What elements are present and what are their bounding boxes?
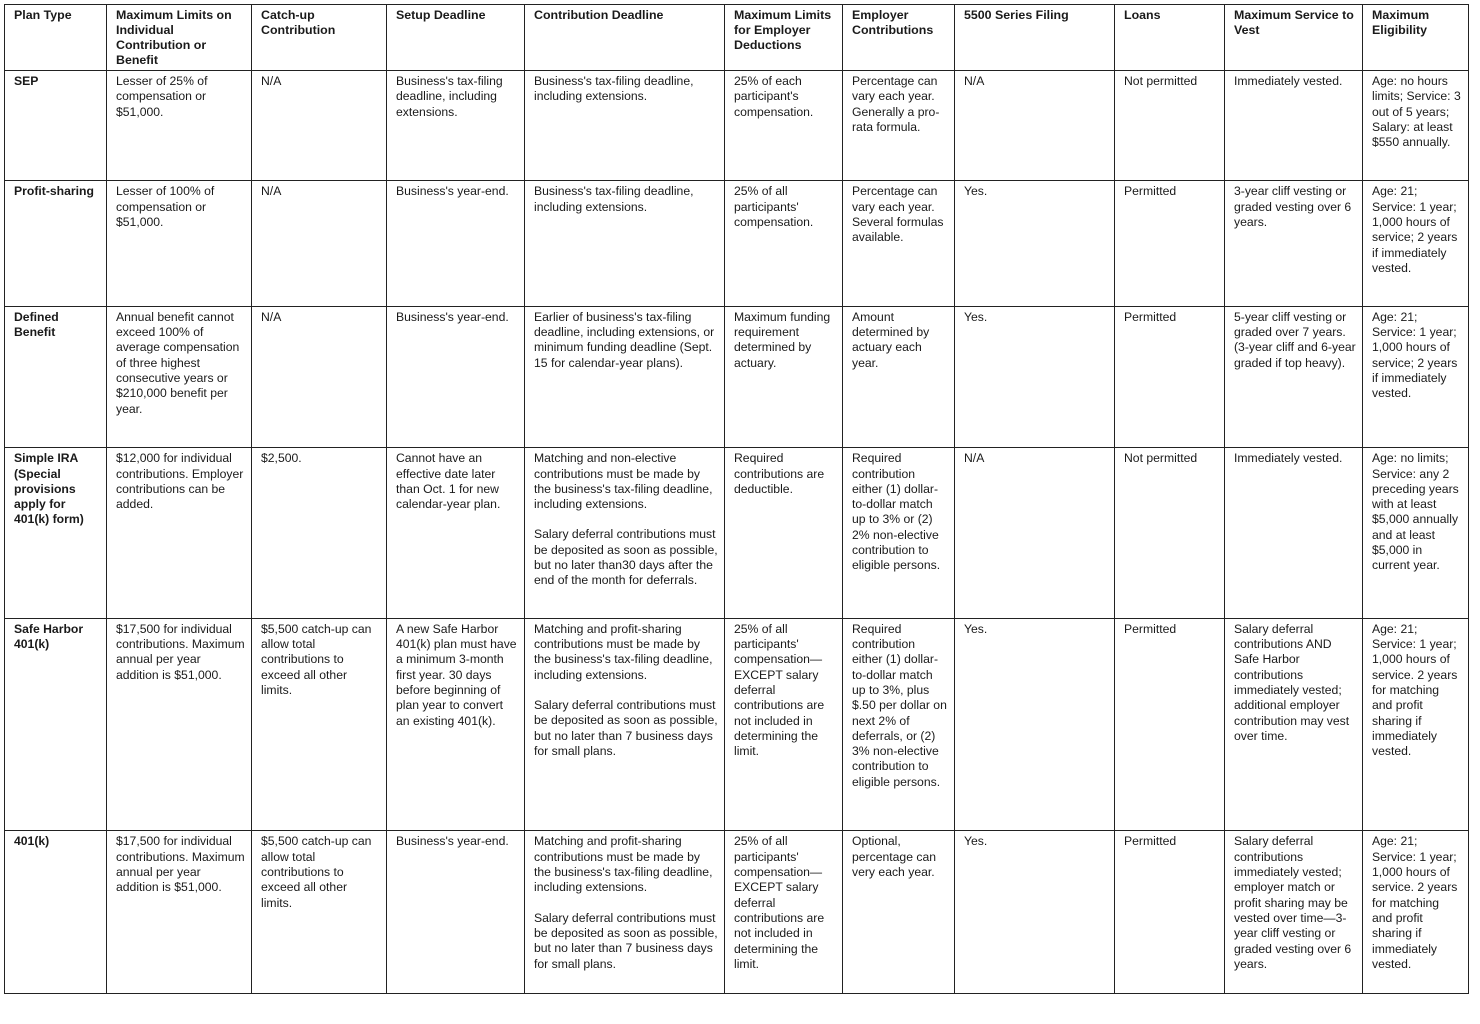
header-employer-deductions: Maximum Limits for Employer Deductions (725, 5, 843, 71)
contribution-deadline-cell (525, 71, 725, 181)
max-limits-cell: Lesser of 25% of compensation or $51,000. (107, 71, 252, 181)
plan-type-cell: Profit-sharing (5, 181, 107, 306)
catch-up-cell: $5,500 catch-up can allow total contributions to exceed all other limits. (252, 618, 387, 831)
loans-cell: Permitted (1115, 306, 1225, 447)
eligibility-cell: Age: no limits; Service: any 2 preceding years with at least $5,000 annually and at least $5,000 in current year. (1363, 448, 1469, 619)
service-to-vest-cell: 3-year cliff vesting or graded vesting over 6 years. (1225, 181, 1363, 306)
setup-deadline-cell: Business's year-end. (387, 831, 525, 994)
plan-type-cell: Simple IRA (Special provisions apply for 401(k) form) (5, 448, 107, 619)
setup-deadline-cell: Business's year-end. (387, 306, 525, 447)
header-employer-contributions: Employer Contributions (843, 5, 955, 71)
employer-contributions-cell: Required contribution either (1) dollar-to-dollar match up to 3%, plus $.50 per dollar on next 2% of deferrals, or (2) 3% non-elective contribution to eligible persons. (843, 618, 955, 831)
loans-cell: Permitted (1115, 618, 1225, 831)
filing-5500-cell: Yes. (955, 306, 1115, 447)
setup-deadline-cell: Business's year-end. (387, 181, 525, 306)
loans-cell: Not permitted (1115, 71, 1225, 181)
filing-5500-cell: N/A (955, 71, 1115, 181)
header-max-limits: Maximum Limits on Individual Contribution or Benefit (107, 5, 252, 71)
table-row-401k (5, 831, 1469, 994)
employer-contributions-cell: Amount determined by actuary each year. (843, 306, 955, 447)
filing-5500-cell: N/A (955, 448, 1115, 619)
service-to-vest-cell: Immediately vested. (1225, 71, 1363, 181)
filing-5500-cell: Yes. (955, 618, 1115, 831)
employer-deductions-cell: Maximum funding requirement determined by actuary. (725, 306, 843, 447)
loans-cell: Permitted (1115, 831, 1225, 994)
filing-5500-cell: Yes. (955, 181, 1115, 306)
plan-type-cell: SEP (5, 71, 107, 181)
employer-deductions-cell: 25% of all participants' compensation—EXCEPT salary deferral contributions are not included in determining the limit. (725, 831, 843, 994)
employer-deductions-cell: 25% of all participants' compensation—EXCEPT salary deferral contributions are not included in determining the limit. (725, 618, 843, 831)
employer-contributions-cell: Percentage can vary each year. Several formulas available. (843, 181, 955, 306)
contribution-deadline-cell (525, 831, 725, 994)
filing-5500-cell: Yes. (955, 831, 1115, 994)
plan-type-cell: Safe Harbor 401(k) (5, 618, 107, 831)
contribution-deadline-cell (525, 181, 725, 306)
employer-deductions-cell: Required contributions are deductible. (725, 448, 843, 619)
setup-deadline-cell: A new Safe Harbor 401(k) plan must have a minimum 3-month first year. 30 days before beginning of plan year to convert an existing 401(k). (387, 618, 525, 831)
eligibility-cell: Age: 21; Service: 1 year; 1,000 hours of service; 2 years if immediately vested. (1363, 181, 1469, 306)
contribution-deadline-cell (525, 448, 725, 619)
header-setup-deadline: Setup Deadline (387, 5, 525, 71)
service-to-vest-cell: Salary deferral contributions immediately vested; employer match or profit sharing may be vested over time—3-year cliff vesting or graded vesting over 6 years. (1225, 831, 1363, 994)
service-to-vest-cell: Salary deferral contributions AND Safe Harbor contributions immediately vested; additional employer contribution may vest over time. (1225, 618, 1363, 831)
service-to-vest-cell: Immediately vested. (1225, 448, 1363, 619)
eligibility-cell: Age: 21; Service: 1 year; 1,000 hours of service. 2 years for matching and profit sharing if immediately vested. (1363, 618, 1469, 831)
retirement-plan-comparison-table (4, 4, 1469, 994)
table-row-defined-benefit (5, 306, 1469, 447)
plan-type-cell: 401(k) (5, 831, 107, 994)
catch-up-cell: N/A (252, 71, 387, 181)
contribution-deadline-paragraph: Salary deferral contributions must be deposited as soon as possible, but no later than 7 business days for small plans. (534, 697, 718, 758)
table-row-sep (5, 71, 1469, 181)
table-row-simple-ira (5, 448, 1469, 619)
setup-deadline-cell: Business's tax-filing deadline, including extensions. (387, 71, 525, 181)
header-catch-up: Catch-up Contribution (252, 5, 387, 71)
employer-contributions-cell: Percentage can vary each year. Generally a pro-rata formula. (843, 71, 955, 181)
catch-up-cell: N/A (252, 306, 387, 447)
contribution-deadline-paragraph: Matching and profit-sharing contributions must be made by the business's tax-filing deadline, including extensions. (534, 621, 713, 682)
header-row (5, 5, 1469, 71)
header-loans: Loans (1115, 5, 1225, 71)
max-limits-cell: $17,500 for individual contributions. Maximum annual per year addition is $51,000. (107, 618, 252, 831)
loans-cell: Permitted (1115, 181, 1225, 306)
header-service-to-vest: Maximum Service to Vest (1225, 5, 1363, 71)
setup-deadline-cell: Cannot have an effective date later than Oct. 1 for new calendar-year plan. (387, 448, 525, 619)
eligibility-cell: Age: 21; Service: 1 year; 1,000 hours of service; 2 years if immediately vested. (1363, 306, 1469, 447)
max-limits-cell: $17,500 for individual contributions. Maximum annual per year addition is $51,000. (107, 831, 252, 994)
contribution-deadline-paragraph: Matching and profit-sharing contributions must be made by the business's tax-filing deadline, including extensions. (534, 834, 713, 895)
eligibility-cell: Age: no hours limits; Service: 3 out of 5 years; Salary: at least $550 annually. (1363, 71, 1469, 181)
contribution-deadline-paragraph: Salary deferral contributions must be deposited as soon as possible, but no later than 7 business days for small plans. (534, 910, 718, 971)
contribution-deadline-paragraph: Salary deferral contributions must be deposited as soon as possible, but no later than30 days after the end of the month for deferrals. (534, 527, 718, 588)
eligibility-cell: Age: 21; Service: 1 year; 1,000 hours of service. 2 years for matching and profit sharing if immediately vested. (1363, 831, 1469, 994)
catch-up-cell: N/A (252, 181, 387, 306)
table-row-profit-sharing (5, 181, 1469, 306)
table-row-safe-harbor-401k (5, 618, 1469, 831)
catch-up-cell: $2,500. (252, 448, 387, 619)
max-limits-cell: $12,000 for individual contributions. Employer contributions can be added. (107, 448, 252, 619)
contribution-deadline-cell (525, 618, 725, 831)
employer-deductions-cell: 25% of all participants' compensation. (725, 181, 843, 306)
employer-contributions-cell: Required contribution either (1) dollar-to-dollar match up to 3% or (2) 2% non-elective contribution to eligible persons. (843, 448, 955, 619)
max-limits-cell: Lesser of 100% of compensation or $51,000. (107, 181, 252, 306)
header-5500-filing: 5500 Series Filing (955, 5, 1115, 71)
header-eligibility: Maximum Eligibility (1363, 5, 1469, 71)
loans-cell: Not permitted (1115, 448, 1225, 619)
header-contribution-deadline: Contribution Deadline (525, 5, 725, 71)
contribution-deadline-paragraph: Matching and non-elective contributions must be made by the business's tax-filing deadline, including extensions. (534, 451, 713, 512)
max-limits-cell: Annual benefit cannot exceed 100% of average compensation of three highest consecutive years or $210,000 benefit per year. (107, 306, 252, 447)
catch-up-cell: $5,500 catch-up can allow total contributions to exceed all other limits. (252, 831, 387, 994)
contribution-deadline-paragraph: Earlier of business's tax-filing deadline, including extensions, or minimum funding deadline (Sept. 15 for calendar-year plans). (534, 309, 715, 370)
service-to-vest-cell: 5-year cliff vesting or graded over 7 years. (3-year cliff and 6-year graded if top heavy). (1225, 306, 1363, 447)
header-plan-type: Plan Type (5, 5, 107, 71)
contribution-deadline-cell (525, 306, 725, 447)
contribution-deadline-paragraph: Business's tax-filing deadline, including extensions. (534, 184, 694, 214)
contribution-deadline-paragraph: Business's tax-filing deadline, including extensions. (534, 74, 694, 104)
plan-type-cell: Defined Benefit (5, 306, 107, 447)
employer-contributions-cell: Optional, percentage can very each year. (843, 831, 955, 994)
employer-deductions-cell: 25% of each participant's compensation. (725, 71, 843, 181)
